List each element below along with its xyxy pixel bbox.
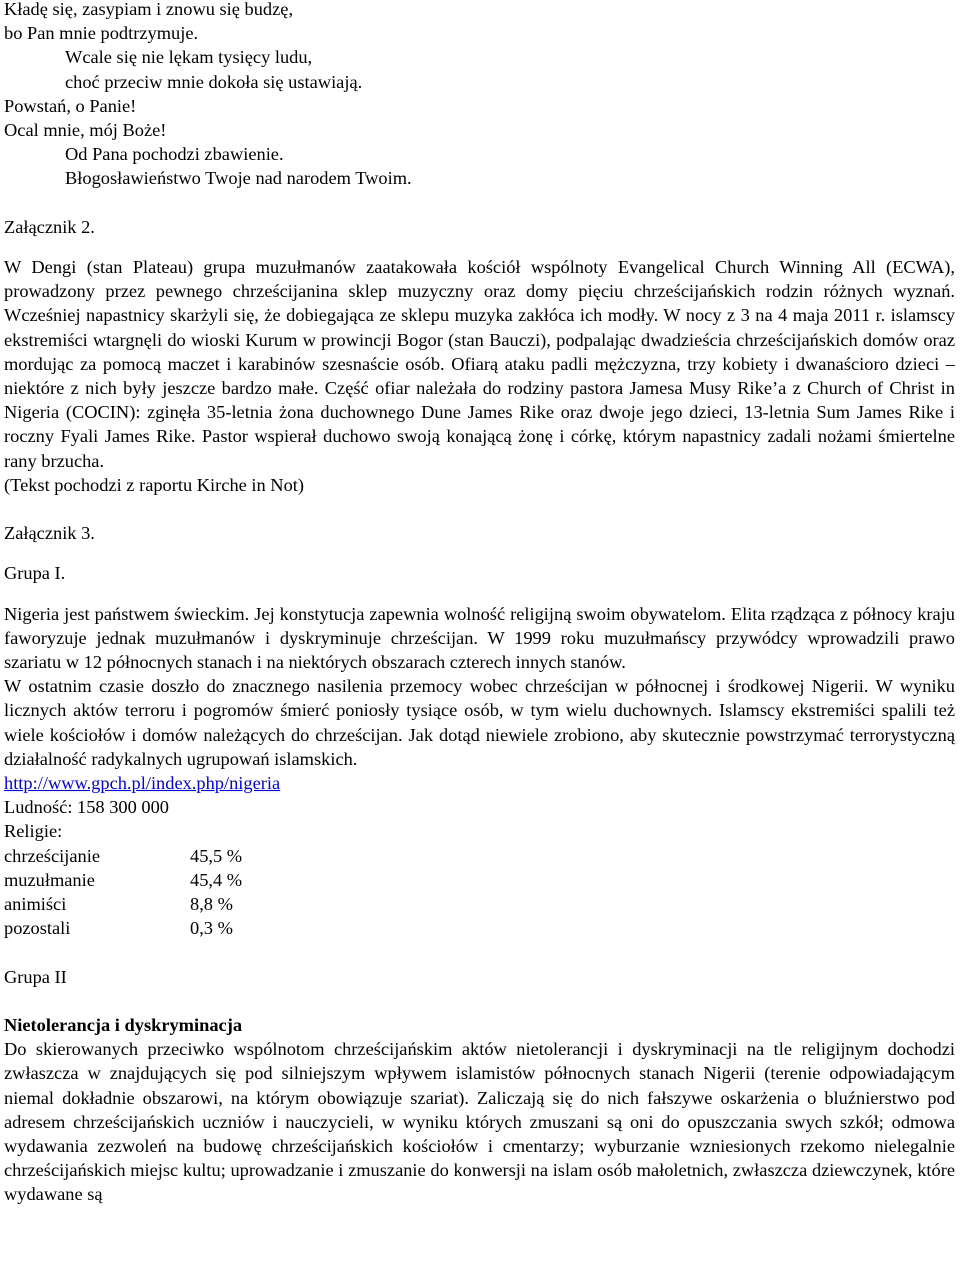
religions-label: Religie: [4,821,63,842]
religion-value: 8,8 % [190,894,233,915]
religion-row [4,916,955,940]
religion-row [4,844,955,868]
religion-name: animiści [4,894,67,915]
spacer [4,545,955,561]
spacer [4,239,955,255]
spacer [4,191,955,215]
religion-value: 45,5 % [190,845,243,866]
poem-block [4,0,955,191]
religion-row [4,892,955,916]
religion-name: muzułmanie [4,869,95,890]
nigeria-link[interactable]: http://www.gpch.pl/index.php/nigeria [4,773,281,794]
poem-line: Kładę się, zasypiam i znowu się budzę, [4,0,294,19]
poem-line: bo Pan mnie podtrzymuje. [4,23,199,44]
population-text: Ludność: 158 300 000 [4,797,169,818]
annex3-paragraph-2: W ostatnim czasie doszło do znacznego nasilenia przemocy wobec chrześcijan w północnej i środkowej Nigerii. W wyniku licznych aktów terroru i pogromów śmierć poniosły tysiące osób, w tym wielu duchownych. Islamscy ekstremiści spalili też wiele kościołów i domów należących do chrześcijan. Jak dotąd niewiele zrobiono, aby skutecznie powstrzymać terrorystyczną działalność radykalnych ugrupowań islamskich. [4,676,955,769]
poem-line: choć przeciw mnie dokoła się ustawiają. [65,71,363,92]
religion-name: pozostali [4,918,71,939]
annex2-paragraph: W Dengi (stan Plateau) grupa muzułmanów zaatakowała kościół wspólnoty Evangelical Church Winning All (ECWA), prowadzony przez pewnego chrześcijanina sklep muzyczny oraz domy pięciu chrześcijańskich rodzin różnych wyznań. Wcześniej napastnicy skarżyli się, że dobiegająca ze sklepu muzyka zakłóca ich modły. W nocy z 3 na 4 maja 2011 r. islamscy ekstremiści wtargnęli do wioski Kurum w prowincji Bogor (stan Bauczi), podpalając dwadzieścia chrześcijańskich domów oraz mordując za pomocą maczet i karabinów szesnaście osób. Ofiarą ataku padli mężczyzna, trzy kobiety i dwanaścioro dzieci – niektóre z nich były jeszcze bardzo małe. Część ofiar należała do rodziny pastora Jamesa Musy Rike’a z Church of Christ in Nigeria (COCIN): zginęła 35-letnia żona duchownego Dune James Rike oraz dwoje jego dzieci, 13-letnia Sum James Rike i roczny Fyali James Rike. Pastor wspierał duchowo swoją konającą żonę i córkę, którym napastnicy zadali nożami śmiertelne rany brzucha. [4,257,955,471]
religion-name: chrześcijanie [4,845,100,866]
poem-line: Powstań, o Panie! [4,95,137,116]
spacer [4,989,955,1013]
group1-heading: Grupa I. [4,563,66,584]
annex2-source: (Tekst pochodzi z raportu Kirche in Not) [4,474,305,495]
religion-value: 0,3 % [190,918,233,939]
poem-line: Ocal mnie, mój Boże! [4,120,167,141]
spacer [4,586,955,602]
annex3-heading: Załącznik 3. [4,523,95,544]
religion-row [4,868,955,892]
religion-value: 45,4 % [190,869,243,890]
group2-heading: Grupa II [4,966,67,987]
section-title: Nietolerancja i dyskryminacja [4,1015,243,1036]
poem-line: Wcale się nie lękam tysięcy ludu, [65,47,313,68]
poem-line: Od Pana pochodzi zbawienie. [65,144,284,165]
spacer [4,497,955,521]
spacer [4,940,955,964]
annex2-heading: Załącznik 2. [4,216,95,237]
poem-line: Błogosławieństwo Twoje nad narodem Twoim. [65,168,412,189]
document-page [4,0,955,1207]
annex3-paragraph-1: Nigeria jest państwem świeckim. Jej konstytucja zapewnia wolność religijną swoim obywatelom. Elita rządząca z północy kraju faworyzuje jednak muzułmanów i dyskryminuje chrześcijan. W 1999 roku muzułmańscy przywódcy wprowadzili prawo szariatu w 12 północnych stanach i na niektórych obszarach czterech innych stanów. [4,603,955,673]
religions-list [4,844,955,941]
annex3-paragraph-3: Do skierowanych przeciwko wspólnotom chrześcijańskim aktów nietolerancji i dyskryminacji na tle religijnym dochodzi zwłaszcza w znajdujących się pod silniejszym wpływem islamistów północnych stanach Nigerii (terenie odpowiadającym niemal dokładnie obszarowi, na którym obowiązuje szariat). Zaliczają się do nich fałszywe oskarżenia o bluźnierstwo pod adresem chrześcijańskich uczniów i nauczycieli, w wyniku których zmuszani są oni do opuszczania swych szkół; odmowa wydawania zezwoleń na budowę chrześcijańskich kościołów i cmentarzy; wyburzanie wzniesionych rzekomo nielegalnie chrześcijańskich miejsc kultu; uprowadzanie i zmuszanie do konwersji na islam osób małoletnich, zwłaszcza dziewczynek, które wydawane są [4,1039,955,1205]
